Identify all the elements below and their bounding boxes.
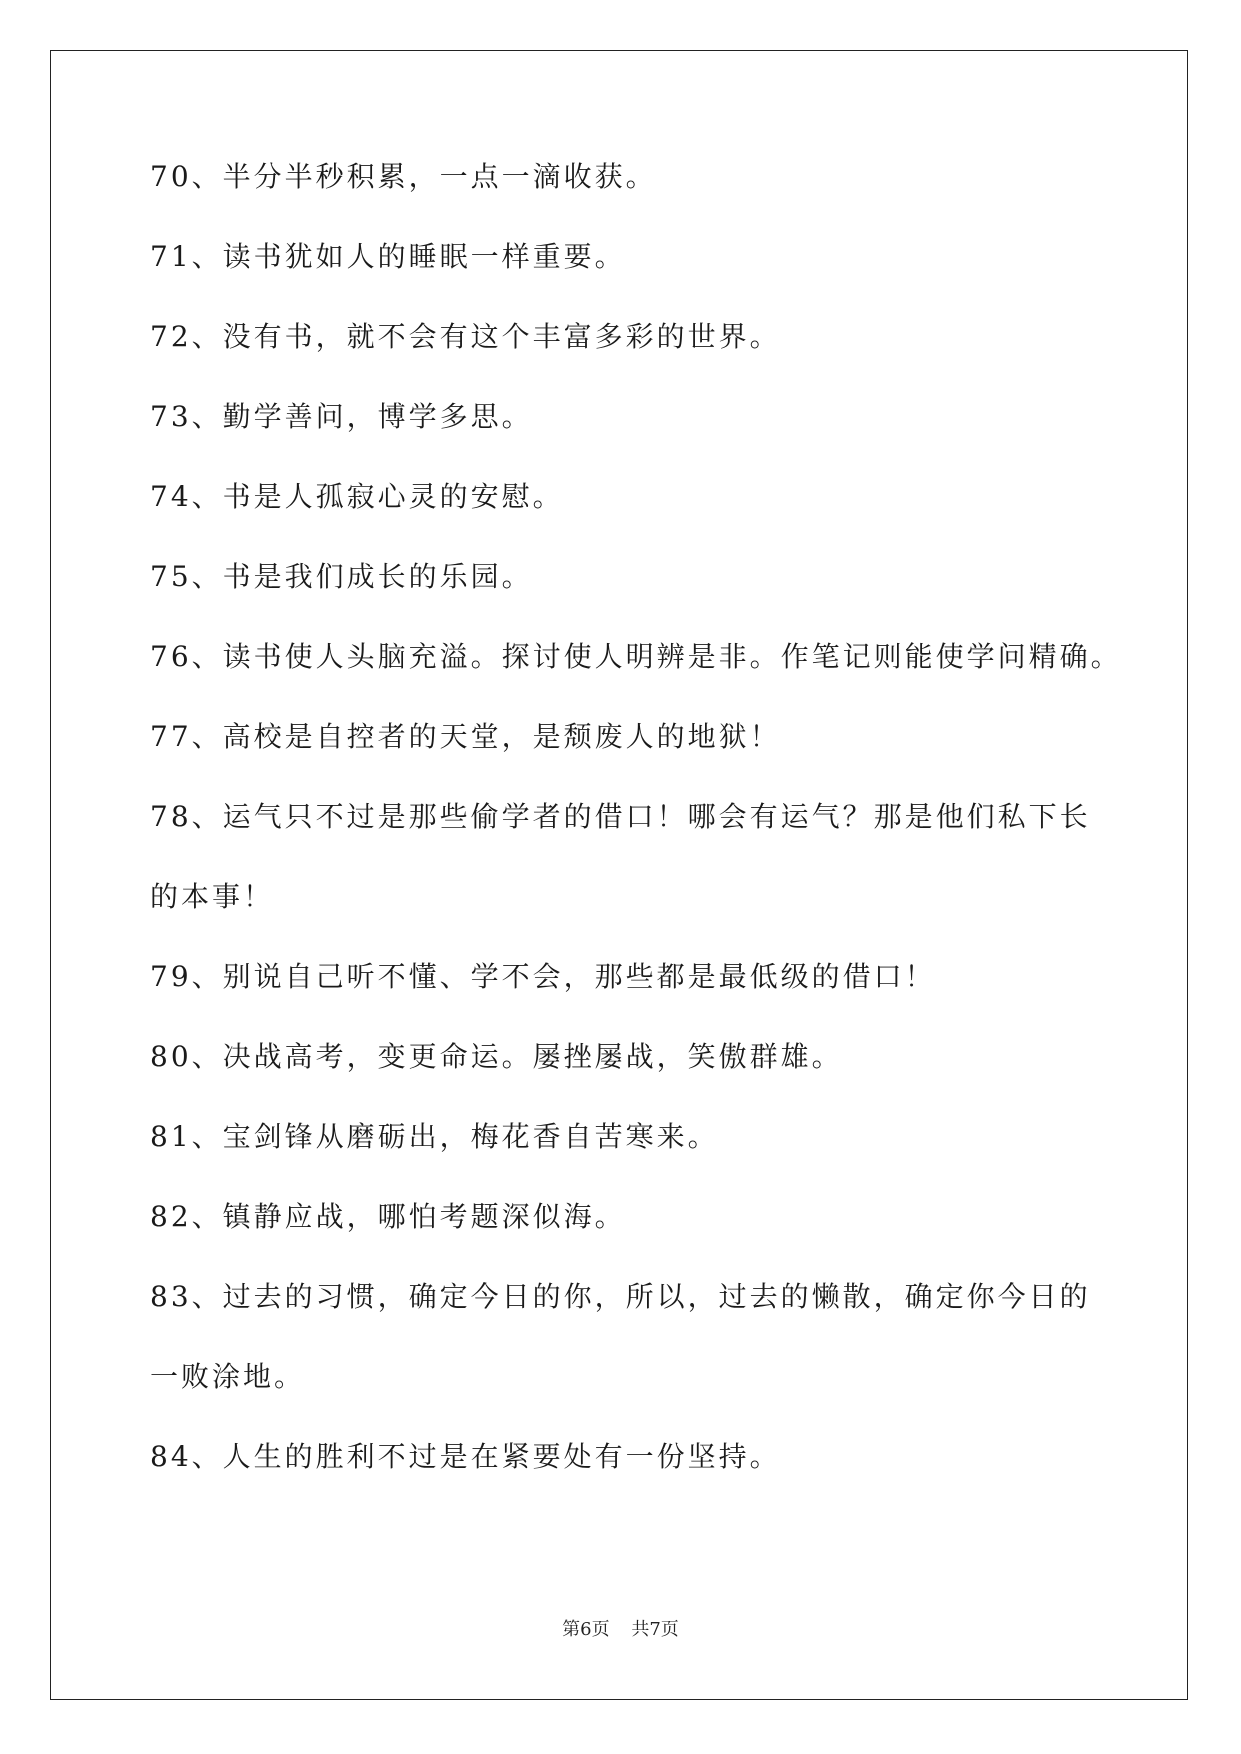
text-line: 83、过去的习惯，确定今日的你，所以，过去的懒散，确定你今日的 [150,1280,1091,1313]
text-line: 80、决战高考，变更命运。屡挫屡战，笑傲群雄。 [150,1040,843,1073]
text-line: 的本事！ [150,880,275,913]
text-line: 71、读书犹如人的睡眠一样重要。 [150,240,626,273]
page-footer [0,1620,1241,1640]
text-line: 70、半分半秒积累，一点一滴收获。 [150,160,657,193]
text-line: 74、书是人孤寂心灵的安慰。 [150,480,564,513]
text-line: 84、人生的胜利不过是在紧要处有一份坚持。 [150,1440,781,1473]
text-line: 81、宝剑锋从磨砺出，梅花香自苦寒来。 [150,1120,719,1153]
page-number-total: 共7页 [631,1619,679,1640]
document-body [150,160,1122,1522]
text-line: 76、读书使人头脑充溢。探讨使人明辨是非。作笔记则能使学问精确。 [150,640,1122,673]
page-number-current: 第6页 [562,1619,610,1640]
text-line: 79、别说自己听不懂、学不会，那些都是最低级的借口！ [150,960,936,993]
text-line: 82、镇静应战，哪怕考题深似海。 [150,1200,626,1233]
text-line: 77、高校是自控者的天堂，是颓废人的地狱！ [150,720,781,753]
text-line: 75、书是我们成长的乐园。 [150,560,533,593]
text-line: 72、没有书，就不会有这个丰富多彩的世界。 [150,320,781,353]
text-line: 78、运气只不过是那些偷学者的借口！哪会有运气？那是他们私下长 [150,800,1091,833]
text-line: 73、勤学善问，博学多思。 [150,400,533,433]
text-line: 一败涂地。 [150,1360,306,1393]
